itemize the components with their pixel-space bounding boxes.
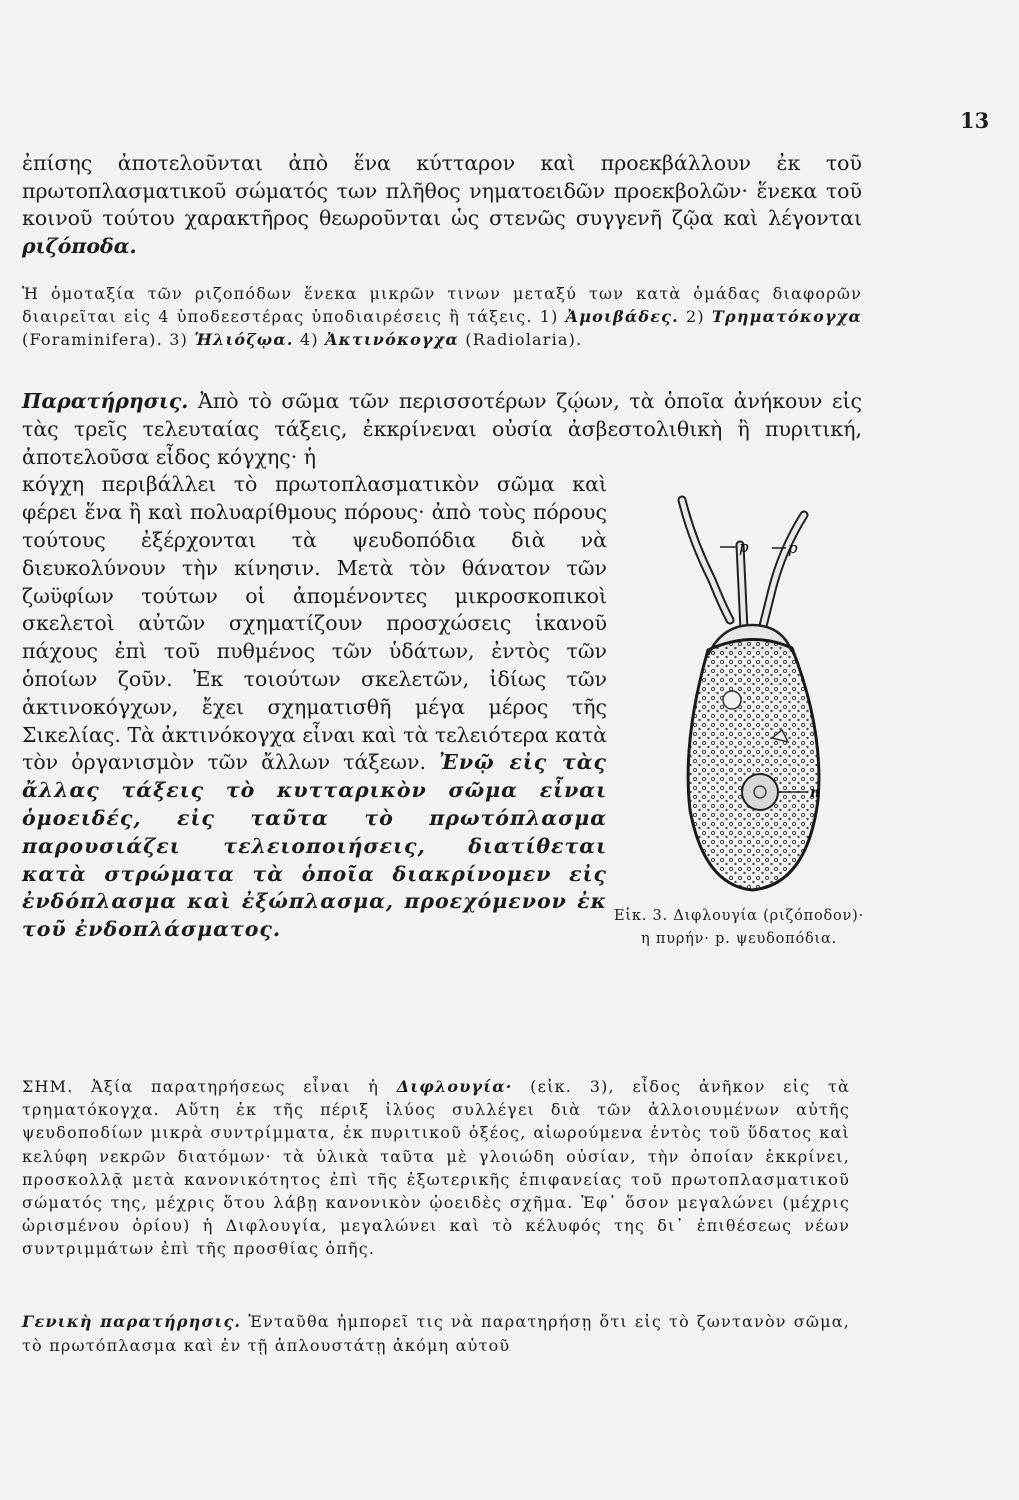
general-text: Ἐνταῦθα ἠμπορεῖ τις νὰ παρατηρήσῃ ὅτι εἰς τὸ ζωντανὸν σῶμα, τὸ πρωτόπλασμα καὶ ἐν τῇ ἁπλουστάτῃ ἀκόμη αὐτοῦ bbox=[22, 1312, 850, 1355]
class-foraminifera: Τρηματόκογχα bbox=[711, 307, 862, 326]
classification-text-5: (Radiolaria). bbox=[459, 330, 583, 349]
difflugia-illustration bbox=[612, 480, 872, 900]
general-heading: Γενικὴ παρατήρησις. bbox=[22, 1312, 242, 1331]
nucleus bbox=[742, 774, 778, 810]
note-lead: ΣΗΜ. Ἀξία παρατηρήσεως εἶναι ἡ bbox=[22, 1077, 397, 1096]
classification-text-3: (Foraminifera). 3) bbox=[22, 330, 195, 349]
note-text: (εἰκ. 3), εἶδος ἀνῆκον εἰς τὰ τρηματόκογχα. Αὕτη ἐκ τῆς πέριξ ἰλύος συλλέγει διὰ τῶν ἀλλοιουμένων αὐτῆς ψευδοποδίων μικρὰ συντρίμματα, ἐκ πυριτικοῦ ὀξέος, αἰωρούμενα ἐντὸς τοῦ ὕδατος καὶ κελύφη νεκρῶν διατόμων· τὰ ὑλικὰ ταῦτα μὲ γλοιώδη οὐσίαν, τὴν ὁποίαν ἐκκρίνει, προσκολλᾷ μετὰ κανονικότητος ἐπὶ τῆς ἐξωτερικῆς ἐπιφανείας τοῦ πρωτοπλασματικοῦ σώματός της, μέχρις ὅτου λάβῃ κανονικὸν ᾠοειδὲς σχῆμα. Ἐφ᾽ ὅσον μεγαλώνει (μέχρις ὡρισμένου ὁρίου) ἡ Διφλουγία, μεγαλώνει καὶ τὸ κέλυφός της δι᾽ ἐπιθέσεως νέων συντριμμάτων ἐπὶ τῆς προσθίας ὀπῆς. bbox=[22, 1077, 851, 1259]
intro-text: ἐπίσης ἀποτελοῦνται ἀπὸ ἕνα κύτταρον καὶ προεκβάλλουν ἐκ τοῦ πρωτοπλασματικοῦ σώματός των πλῆθος νηματοειδῶν προεκβολῶν· ἕνεκα τοῦ κοινοῦ τούτου χαρακτῆρος θεωροῦνται ὡς στενῶς συγγενῆ ζῷα καὶ λέγονται bbox=[22, 151, 862, 230]
note-paragraph bbox=[22, 1075, 850, 1261]
observation-heading: Παρατήρησις. bbox=[22, 389, 189, 413]
general-paragraph bbox=[22, 1310, 850, 1358]
observation-body bbox=[22, 471, 607, 944]
classification-text-4: 4) bbox=[293, 330, 326, 349]
intro-paragraph bbox=[22, 150, 862, 260]
class-amoebae: Ἀμοιβάδες. bbox=[565, 307, 679, 326]
observation-narrow-text: κόγχη περιβάλλει τὸ πρωτοπλασματικὸν σῶμα καὶ φέρει ἕνα ἢ καὶ πολυαρίθμους πόρους· ἀπὸ τοὺς πόρους τούτους ἐξέρχονται τὰ ψευδοπόδια διὰ νὰ διευκολύνουν τὴν κίνησιν. Μετὰ τὸν θάνατον τῶν ζωϋφίων τούτων οἱ ἀπομένοντες μικροσκοπικοὶ σκελετοὶ αὐτῶν σχηματίζουν προσχώσεις ἱκανοῦ πάχους ἐπὶ τοῦ πυθμένος τῶν ὑδάτων, ἐντὸς τῶν ὁποίων ζοῦν. Ἐκ τοιούτων σκελετῶν, ἰδίως τῶν ἀκτινοκόγχων, ἔχει σχηματισθῆ μέγα μέρος τῆς Σικελίας. Τὰ ἀκτινόκογχα εἶναι καὶ τὰ τελειότερα κατὰ τὸν ὀργανισμὸν τῶν ἄλλων τάξεων. bbox=[22, 472, 608, 775]
figure-label-n: n bbox=[810, 785, 821, 801]
note-term-difflugia: Διφλουγία· bbox=[396, 1077, 513, 1096]
classification-text-2: 2) bbox=[678, 307, 712, 326]
class-heliozoa: Ἡλιόζῳα. bbox=[194, 330, 294, 349]
observation-lead bbox=[22, 388, 862, 471]
classification-paragraph bbox=[22, 282, 862, 351]
figure-label-p: p bbox=[739, 538, 749, 556]
class-radiolaria: Ἀκτινόκογχα bbox=[325, 330, 460, 349]
classification-text-1: Ἡ ὁμοταξία τῶν ριζοπόδων ἕνεκα μικρῶν τινων μεταξύ των κατὰ ὁμάδας διαφορῶν διαιρεῖται εἰς 4 ὑποδεεστέρας ὑποδιαιρέσεις ἢ τάξεις. 1) bbox=[22, 284, 862, 326]
observation-emphasis: Ἐνῷ εἰς τὰς ἄλλας τάξεις τὸ κυτταρικὸν σῶμα εἶναι ὁμοειδές, εἰς ταῦτα τὸ πρωτόπλασμα παρουσιάζει τελειοποιήσεις, διατίθεται κατὰ στρώματα τὰ ὁποῖα διακρίνομεν εἰς ἐνδόπλασμα καὶ ἐξώπλασμα, προεχόμενον ἐκ τοῦ ἐνδοπλάσματος. bbox=[22, 750, 608, 942]
shell-body bbox=[688, 639, 819, 890]
page-number: 13 bbox=[960, 108, 990, 133]
difflugia-figure bbox=[612, 480, 872, 900]
figure-label-p-2: p bbox=[788, 539, 798, 557]
observation-text: Ἀπὸ τὸ σῶμα τῶν περισσοτέρων ζῴων, τὰ ὁποῖα ἀνήκουν εἰς τὰς τρεῖς τελευταίας τάξεις, ἐκκρίνεναι οὐσία ἀσβεστολιθικὴ ἢ πυριτική, ἀποτελοῦσα εἶδος κόγχης· ἡ bbox=[22, 389, 862, 469]
term-rhizopoda: ριζόποδα. bbox=[22, 233, 137, 258]
figure-caption: Εἰκ. 3. Διφλουγία (ριζόποδον)· η πυρήν· p. ψευδοπόδια. bbox=[613, 908, 865, 947]
